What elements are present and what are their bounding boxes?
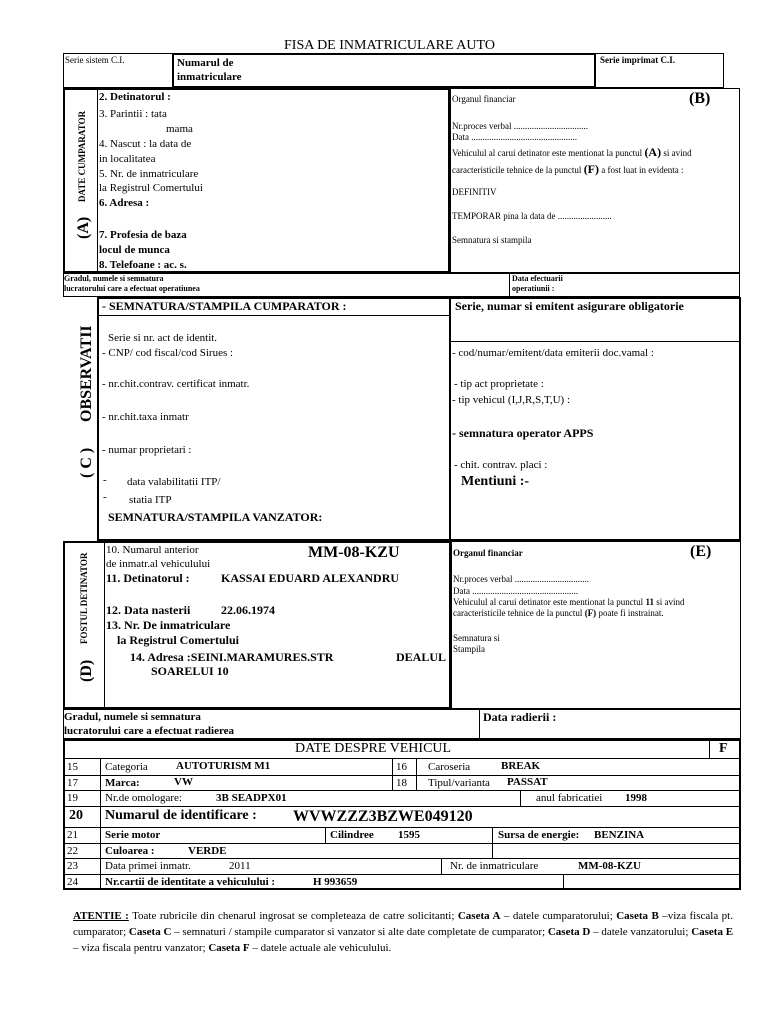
gradul-ab-line2: lucratorului care a efectuat operatiunea: [64, 284, 200, 293]
veh2-post-e: poate fi instrainat.: [598, 608, 664, 618]
note-t4: – semnaturi / stampile cumparator si vanzator si alte date completate de cumparator;: [174, 926, 546, 938]
page-title: FISA DE INMATRICULARE AUTO: [284, 38, 495, 53]
tip-vehicul-label: - tip vehicul (I,J,R,S,T,U) :: [452, 394, 571, 406]
adresa-d-dealul: DEALUL: [396, 650, 447, 664]
registrul-a-label: la Registrul Comertului: [99, 182, 203, 194]
gradul-ab-divider: [509, 273, 510, 297]
box-d-divider: [104, 541, 105, 709]
serie-act-label: Serie si nr. act de identit.: [108, 332, 218, 344]
vehicle-cell-line-21b: [492, 827, 493, 843]
note-t1: Toate rubricile din chenarul ingrosat se completeaza de catre solicitanti;: [132, 910, 455, 922]
statia-itp-label: statia ITP: [129, 494, 172, 506]
gradul-de-divider: [479, 709, 480, 739]
data-itp-label: data valabilitatii ITP/: [127, 476, 221, 488]
veh1-ref-b: (A): [644, 145, 662, 159]
nr-proces-b: Nr.proces verbal .................................: [452, 121, 588, 131]
box-a-divider: [97, 88, 98, 273]
veh2-pre-e: caracteristicile tehnice de la punctul: [453, 608, 583, 618]
note-caseta-b: Caseta B: [616, 910, 659, 922]
vehicle-num-col-line: [100, 758, 101, 890]
cod-numar-label: - cod/numar/emitent/data emiterii doc.vamal :: [452, 347, 654, 359]
categoria-label: Categoria: [105, 761, 148, 773]
telefoane-label: 8. Telefoane : ac. s.: [99, 259, 187, 271]
vehicle-cell-line-16: [392, 758, 393, 790]
carte-identitate-label: Nr.cartii de identitate a vehiculului :: [105, 876, 276, 888]
box-a-letter: (A): [75, 216, 92, 239]
caroseria-value: BREAK: [501, 760, 541, 772]
vehicle-cell-line-21a: [325, 827, 326, 843]
note-t5: – datele vanzatorului;: [593, 926, 689, 938]
tip-act-label: - tip act proprietate :: [454, 378, 544, 390]
data-e: Data ...............................................: [453, 586, 578, 596]
vehicle-f-col-line: [709, 739, 710, 759]
definitiv-label: DEFINITIV: [452, 187, 497, 197]
marca-value: VW: [174, 776, 193, 788]
profesia-label: 7. Profesia de baza: [99, 229, 187, 241]
vehicle-cell-line-22: [492, 843, 493, 858]
numarul-de-label: Numarul de: [177, 57, 234, 69]
cilindree-value: 1595: [398, 829, 420, 841]
adresa-d-label: 14. Adresa :SEINI.MARAMURES.STR: [130, 650, 334, 664]
data-b: Data ...............................................: [452, 132, 577, 142]
nr-proces-e: Nr.proces verbal .................................: [453, 574, 589, 584]
nr-inmatriculare-f-value: MM-08-KZU: [578, 860, 641, 872]
vehicle-row-line-4: [63, 806, 741, 807]
numar-identificare-value: WVWZZZ3BZWE049120: [293, 808, 473, 825]
veh1-pre-e: Vehiculul al carui detinator este mentionat la punctul: [453, 597, 644, 607]
temporar-label: TEMPORAR pina la data de ........................: [452, 211, 612, 221]
data-primei-inmatr-label: Data primei inmatr.: [105, 860, 191, 872]
atentie-label: ATENTIE :: [73, 910, 129, 922]
vehicle-row-line-3: [63, 790, 741, 791]
box-b-letter: (B): [689, 90, 711, 107]
veh2-post-b: a fost luat in evidenta :: [601, 165, 684, 175]
numarul-anterior-label: 10. Numarul anterior: [106, 544, 199, 556]
organul-e-label: Organul financiar: [453, 548, 523, 558]
data-primei-inmatr-value: 2011: [229, 860, 251, 872]
vehiculul-b-line1: [452, 146, 692, 159]
note-caseta-d: Caseta D: [547, 926, 591, 938]
semnatura-e-line2: Stampila: [453, 644, 485, 654]
data-nasterii-value: 22.06.1974: [221, 603, 275, 617]
serie-motor-label: Serie motor: [105, 829, 161, 841]
tipul-value: PASSAT: [507, 776, 548, 788]
veh1-pre-b: Vehiculul al carui detinator este mentionat la punctul: [452, 148, 643, 158]
vehicle-cell-line-16b: [416, 758, 417, 790]
data-efectuarii-line2: operatiunii :: [512, 284, 555, 293]
note-caseta-e: Caseta E: [691, 926, 734, 938]
semnatura-b-label: Semnatura si stampila: [452, 235, 532, 245]
gradul-de-line1: Gradul, numele si semnatura: [64, 711, 201, 723]
categoria-value: AUTOTURISM M1: [176, 760, 271, 772]
veh2-pre-b: caracteristicile tehnice de la punctul: [452, 165, 582, 175]
row-num-16: 16: [396, 761, 407, 773]
note-caseta-a: Caseta A: [457, 910, 501, 922]
row-num-15: 15: [67, 761, 78, 773]
serie-sistem-label: Serie sistem C.I.: [65, 55, 125, 65]
marca-label: Marca:: [105, 777, 140, 789]
attention-note: [73, 908, 733, 956]
cnp-label: - CNP/ cod fiscal/cod Sirues :: [102, 347, 234, 359]
serie-imprimat-label: Serie imprimat C.I.: [600, 55, 675, 65]
serie-asigurare-label: Serie, numar si emitent asigurare obligatorie: [455, 299, 684, 313]
locul-label: locul de munca: [99, 244, 170, 256]
box-c-sep-left: [97, 315, 449, 316]
anul-fabricatiei-value: 1998: [625, 792, 647, 804]
sursa-energie-value: BENZINA: [594, 829, 645, 841]
veh2-ref-e: (F): [584, 608, 597, 618]
row-num-19: 19: [67, 792, 78, 804]
box-e-frame: [451, 541, 741, 709]
note-t3: –viza fiscala pt. cumparator;: [73, 910, 733, 938]
box-c-letter: ( C ): [78, 447, 95, 478]
box-e-letter: (E): [690, 543, 712, 560]
data-radierii-label: Data radierii :: [483, 710, 557, 724]
culoarea-label: Culoarea :: [105, 845, 155, 857]
row-num-17: 17: [67, 777, 78, 789]
nr-inmatriculare-a-label: 5. Nr. de inmatriculare: [99, 168, 199, 180]
veh1-post-e: si avind: [656, 597, 685, 607]
numar-proprietari-label: - numar proprietari :: [102, 444, 192, 456]
gradul-ab-line1: Gradul, numele si semnatura: [64, 274, 164, 283]
row-num-18: 18: [396, 777, 407, 789]
organul-b-label: Organul financiar: [452, 94, 516, 104]
data-nasterii-label: 12. Data nasterii: [106, 603, 191, 617]
vehicle-row-line-5: [63, 827, 741, 828]
vehiculul-e-line1: [453, 598, 684, 608]
anul-fabricatiei-label: anul fabricatiei: [536, 792, 603, 804]
detinator-d-label: 11. Detinatorul :: [106, 571, 190, 585]
vehicle-row-line-8: [63, 874, 741, 875]
vehiculul-e-line2: [453, 609, 664, 619]
note-t6: – viza fiscala pentru vanzator;: [73, 942, 206, 954]
dash-1: -: [103, 474, 107, 486]
detinator-d-value: KASSAI EDUARD ALEXANDRU: [221, 571, 400, 585]
vehicle-row-line-2: [63, 775, 741, 776]
row-num-20: 20: [69, 808, 83, 823]
vehicle-cell-line-23: [441, 858, 442, 874]
cilindree-label: Cilindree: [330, 829, 374, 841]
sursa-energie-label: Sursa de energie:: [498, 829, 580, 841]
semnatura-vanzator-label: SEMNATURA/STAMPILA VANZATOR:: [108, 510, 323, 524]
box-c-divider: [449, 297, 451, 541]
mentiuni-label: Mentiuni :-: [461, 474, 530, 489]
vehicle-row-line-7: [63, 858, 741, 859]
nascut-label: 4. Nascut : la data de: [99, 138, 192, 150]
note-t7: – datele actuale ale vehiculului.: [252, 942, 392, 954]
numar-identificare-label: Numarul de identificare :: [105, 808, 257, 823]
row-num-22: 22: [67, 845, 78, 857]
carte-identitate-value: H 993659: [313, 876, 358, 888]
inmatriculare-label: inmatriculare: [177, 71, 242, 83]
localitatea-label: in localitatea: [99, 153, 156, 165]
dash-2: -: [103, 491, 107, 503]
veh1-ref-e: 11: [645, 597, 654, 607]
vehiculul-b-line2: [452, 163, 684, 176]
semnatura-operator-label: - semnatura operator APPS: [452, 426, 594, 440]
box-f-letter: F: [719, 741, 728, 756]
nr-inmatriculare-f-label: Nr. de inmatriculare: [450, 860, 539, 872]
caroseria-label: Caroseria: [428, 761, 471, 773]
observatii-side-label: OBSERVATII: [78, 325, 95, 422]
vehicle-row-line-6: [63, 843, 741, 844]
row-num-21: 21: [67, 829, 78, 841]
nr-inmatriculare-d-label: 13. Nr. De inmatriculare: [106, 618, 231, 632]
mama-label: mama: [166, 123, 193, 135]
adresa-a-label: 6. Adresa :: [99, 197, 150, 209]
veh1-post-b: si avind: [663, 148, 692, 158]
nr-chit-taxa-label: - nr.chit.taxa inmatr: [102, 411, 189, 423]
vehicle-table-heading: DATE DESPRE VEHICUL: [295, 741, 452, 756]
semnatura-cumparator-label: - SEMNATURA/STAMPILA CUMPARATOR :: [102, 299, 347, 313]
culoarea-value: VERDE: [188, 845, 227, 857]
parintii-label: 3. Parintii : tata: [99, 108, 167, 120]
vehicle-cell-line-24: [563, 874, 564, 890]
vehicle-cell-line-19: [520, 790, 521, 806]
omologare-label: Nr.de omologare:: [105, 792, 182, 804]
row-num-24: 24: [67, 876, 78, 888]
fostul-detinator-side-label: FOSTUL DETINATOR: [79, 552, 89, 644]
gradul-de-line2: lucratorului care a efectuat radierea: [64, 725, 235, 737]
box-d-letter: (D): [78, 659, 95, 682]
de-inmatr-label: de inmatr.al vehiculului: [106, 558, 211, 570]
detinator-label: 2. Detinatorul :: [99, 91, 171, 103]
omologare-value: 3B SEADPX01: [216, 792, 287, 804]
numar-anterior-value: MM-08-KZU: [308, 544, 400, 561]
note-caseta-f: Caseta F: [208, 942, 250, 954]
chit-placi-label: - chit. contrav. placi :: [454, 459, 548, 471]
semnatura-e-line1: Semnatura si: [453, 633, 500, 643]
date-cumparator-side-label: DATE CUMPARATOR: [77, 110, 87, 202]
data-efectuarii-line1: Data efectuarii: [512, 274, 563, 283]
adresa-d-soarelui: SOARELUI 10: [151, 664, 229, 678]
tipul-label: Tipul/varianta: [428, 777, 490, 789]
box-c-sep-right: [449, 341, 741, 342]
row-num-23: 23: [67, 860, 78, 872]
vehicle-row-line-1: [63, 758, 741, 759]
nr-chit-contrav-label: - nr.chit.contrav. certificat inmatr.: [102, 378, 250, 390]
note-caseta-c: Caseta C: [128, 926, 172, 938]
veh2-ref-b: (F): [583, 162, 600, 176]
note-t2: – datele cumparatorului;: [503, 910, 613, 922]
registrul-d-label: la Registrul Comertului: [117, 633, 239, 647]
